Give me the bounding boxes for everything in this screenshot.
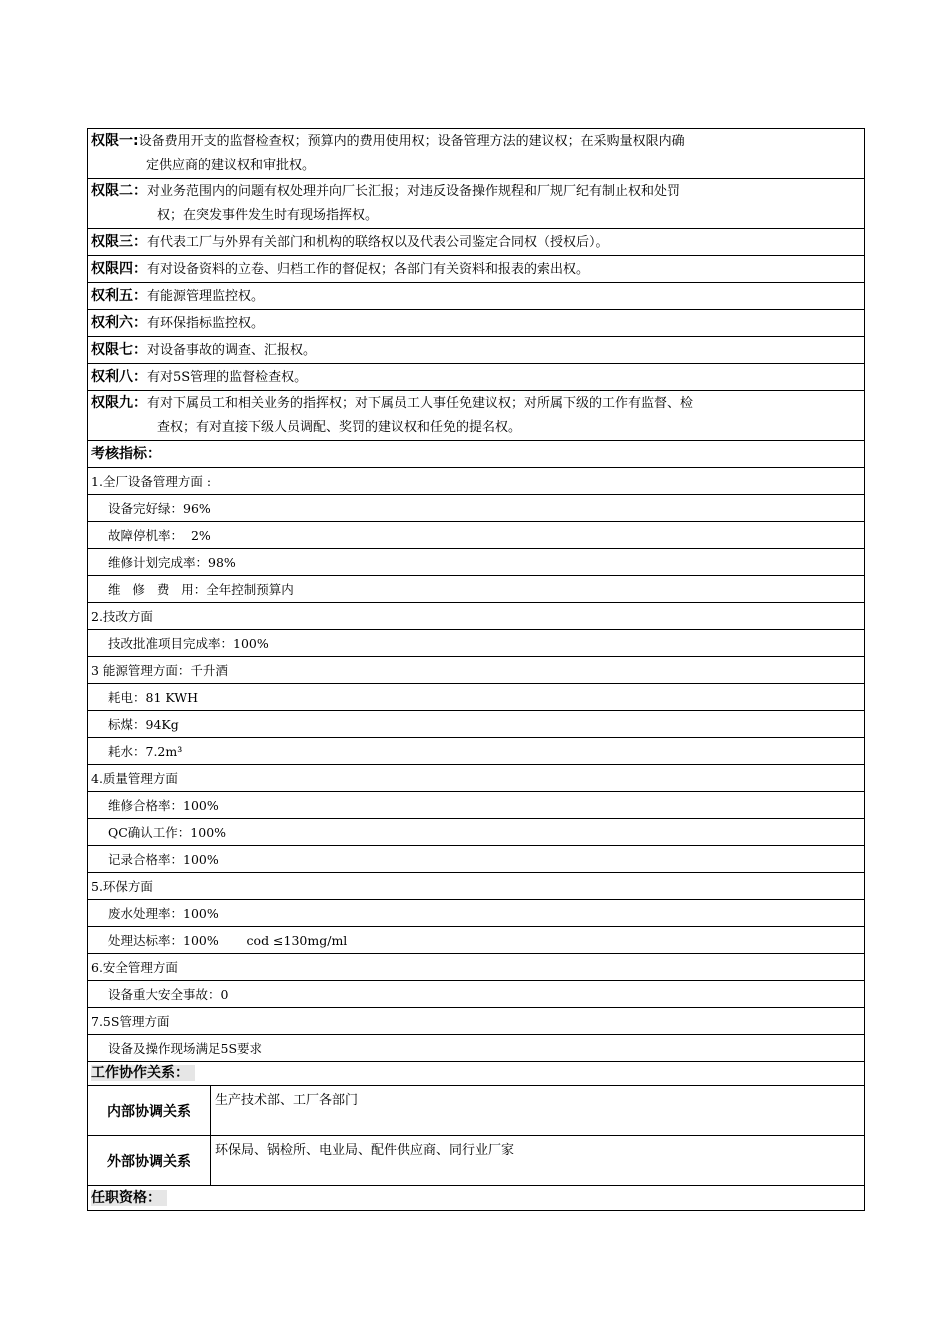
kpi-list <box>88 467 864 1061</box>
permission-text: 对业务范围内的问题有权处理并向厂长汇报；对违反设备操作规程和厂规厂纪有制止权和处罚 <box>147 184 681 199</box>
kpi-item <box>88 899 864 926</box>
kpi-item <box>88 1034 864 1061</box>
permission-text: 有代表工厂与外界有关部门和机构的联络权以及代表公司鉴定合同权（授权后）。 <box>147 235 609 250</box>
permission-row-4 <box>88 255 864 282</box>
permission-row-1 <box>88 128 864 178</box>
permission-text: 有能源管理监控权。 <box>147 289 265 304</box>
permission-label: 权利八： <box>91 369 147 385</box>
kpi-text: 5.环保方面 <box>91 879 153 894</box>
permission-label: 权限二： <box>91 183 147 199</box>
permission-text-cont: 定供应商的建议权和审批权。 <box>146 158 316 173</box>
coop-value: 生产技术部、工厂各部门 <box>215 1093 359 1108</box>
kpi-item <box>88 845 864 872</box>
kpi-item <box>88 710 864 737</box>
kpi-category <box>88 764 864 791</box>
kpi-text: 设备重大安全事故：0 <box>108 987 229 1002</box>
kpi-text: 2.技改方面 <box>91 609 153 624</box>
kpi-text: 维修计划完成率：98% <box>108 555 236 570</box>
kpi-item <box>88 791 864 818</box>
kpi-text: 6.安全管理方面 <box>91 960 178 975</box>
kpi-text: 4.质量管理方面 <box>91 771 178 786</box>
permission-text: 有对下属员工和相关业务的指挥权；对下属员工人事任免建议权；对所属下级的工作有监督、检 <box>147 396 694 411</box>
kpi-text: QC确认工作：100% <box>108 825 227 840</box>
kpi-text: 1.全厂设备管理方面 : <box>91 474 212 489</box>
kpi-text: 记录合格率：100% <box>108 852 219 867</box>
kpi-section-header <box>88 440 864 467</box>
kpi-category <box>88 467 864 494</box>
kpi-item <box>88 521 864 548</box>
coop-value: 环保局、锅检所、电业局、配件供应商、同行业厂家 <box>215 1143 515 1158</box>
kpi-item <box>88 818 864 845</box>
coop-row-internal <box>88 1085 864 1135</box>
permission-text: 有对5S管理的监督检查权。 <box>147 370 308 385</box>
permission-label: 权限七： <box>91 342 147 358</box>
kpi-text: 故障停机率： 2% <box>108 528 211 543</box>
qualification-header-text: 任职资格： <box>91 1190 167 1206</box>
permission-row-8 <box>88 363 864 390</box>
permission-text: 有对设备资料的立卷、归档工作的督促权；各部门有关资料和报表的索出权。 <box>147 262 590 277</box>
permission-label: 权利五： <box>91 288 147 304</box>
permission-row-6 <box>88 309 864 336</box>
kpi-text: 设备完好绿：96% <box>108 501 211 516</box>
permission-text: 对设备事故的调查、汇报权。 <box>147 343 317 358</box>
kpi-text: 耗电：81 KWH <box>108 690 199 705</box>
permission-text: 设备费用开支的监督检查权；预算内的费用使用权；设备管理方法的建议权；在采购量权限内确 <box>138 134 685 149</box>
permission-text-cont: 权；在突发事件发生时有现场指挥权。 <box>157 208 379 223</box>
permission-row-7 <box>88 336 864 363</box>
permission-row-3 <box>88 228 864 255</box>
coop-key: 内部协调关系 <box>88 1086 211 1135</box>
permission-label: 权限四： <box>91 261 147 277</box>
coop-section-header <box>88 1061 864 1085</box>
kpi-text: 维修合格率：100% <box>108 798 219 813</box>
kpi-item <box>88 494 864 521</box>
permission-row-2 <box>88 178 864 228</box>
coop-header-text: 工作协作关系： <box>91 1065 195 1081</box>
permission-text-cont: 查权；有对直接下级人员调配、奖罚的建议权和任免的提名权。 <box>157 420 522 435</box>
kpi-category <box>88 1007 864 1034</box>
kpi-item <box>88 737 864 764</box>
permission-label: 权限九： <box>91 395 147 411</box>
kpi-category <box>88 872 864 899</box>
kpi-item <box>88 683 864 710</box>
kpi-item <box>88 548 864 575</box>
permission-label: 权限一: <box>91 133 139 149</box>
permission-row-5 <box>88 282 864 309</box>
kpi-text: 3 能源管理方面：千升酒 <box>91 663 228 678</box>
kpi-text: 耗水：7.2m³ <box>108 744 183 759</box>
kpi-text: 7.5S管理方面 <box>91 1014 170 1029</box>
kpi-category <box>88 656 864 683</box>
kpi-text: 处理达标率：100% cod ≤130mg/ml <box>108 933 348 948</box>
permission-text: 有环保指标监控权。 <box>147 316 265 331</box>
kpi-item <box>88 629 864 656</box>
permission-label: 权利六： <box>91 315 147 331</box>
kpi-text: 废水处理率：100% <box>108 906 219 921</box>
kpi-text: 设备及操作现场满足5S要求 <box>108 1041 263 1056</box>
coop-key: 外部协调关系 <box>88 1136 211 1185</box>
permission-label: 权限三： <box>91 234 147 250</box>
kpi-text: 技改批准项目完成率：100% <box>108 636 269 651</box>
kpi-category <box>88 953 864 980</box>
kpi-item <box>88 926 864 953</box>
kpi-text: 标煤：94Kg <box>108 717 179 732</box>
kpi-text: 维 修 费 用：全年控制预算内 <box>108 582 294 597</box>
coop-row-external <box>88 1135 864 1185</box>
job-description-sheet <box>87 128 865 1211</box>
kpi-item <box>88 575 864 602</box>
qualification-section-header <box>88 1185 864 1211</box>
kpi-header-text: 考核指标： <box>91 446 161 462</box>
kpi-item <box>88 980 864 1007</box>
permission-row-9 <box>88 390 864 440</box>
kpi-category <box>88 602 864 629</box>
